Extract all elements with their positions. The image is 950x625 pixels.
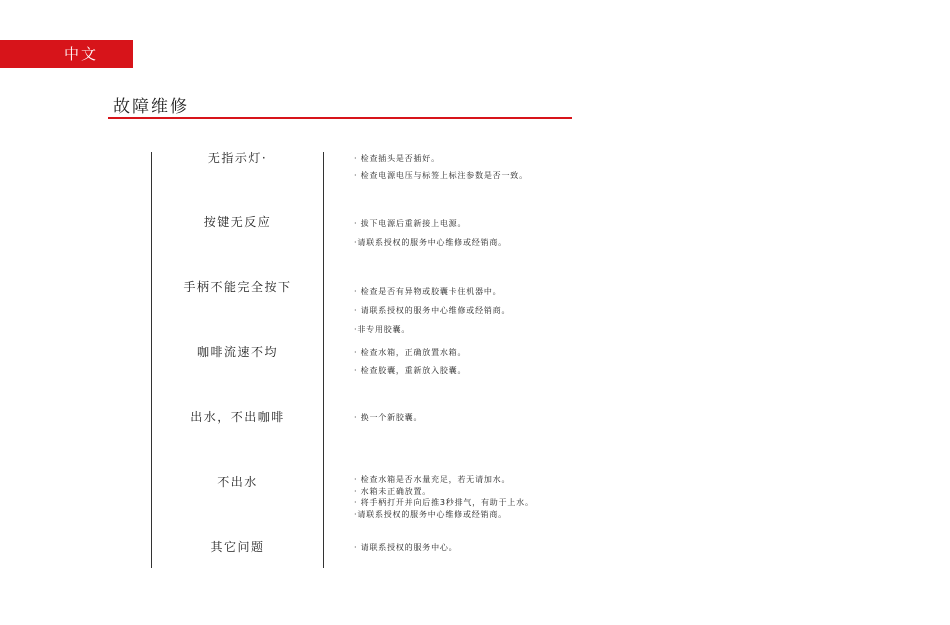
solution-item: · 拔下电源后重新接上电源。 <box>354 219 467 228</box>
problem-water-no-coffee: 出水，不出咖啡 <box>190 410 285 424</box>
problem-no-indicator-light: 无指示灯· <box>207 151 268 165</box>
title-divider <box>108 117 572 119</box>
solution-item: · 请联系授权的服务中心维修或经销商。 <box>354 306 511 315</box>
solution-item: · 检查是否有异物或胶囊卡住机器中。 <box>354 287 502 296</box>
problem-uneven-coffee-flow: 咖啡流速不均 <box>196 345 278 359</box>
solutions-water-no-coffee <box>354 409 614 426</box>
solution-item: · 将手柄打开并向后推3秒排气，有助于上水。 <box>354 498 534 507</box>
solution-item: · 检查胶囊，重新放入胶囊。 <box>354 366 467 375</box>
solutions-handle-not-fully-down <box>354 282 614 339</box>
solution-item: · 检查水箱，正确放置水箱。 <box>354 348 467 357</box>
problem-handle-not-fully-down: 手柄不能完全按下 <box>183 280 292 294</box>
solution-item: · 检查水箱是否水量充足，若无请加水。 <box>354 475 511 484</box>
solution-item: · 检查电源电压与标签上标注参数是否一致。 <box>354 171 528 180</box>
solution-item: ·非专用胶囊。 <box>354 325 411 334</box>
solutions-no-water <box>354 474 614 520</box>
problem-other-issues: 其它问题 <box>210 540 265 554</box>
problem-no-water: 不出水 <box>217 475 258 489</box>
solution-item: · 水箱未正确放置。 <box>354 486 432 496</box>
solutions-no-indicator-light <box>354 150 614 184</box>
solution-item: · 请联系授权的服务中心。 <box>354 543 458 552</box>
solutions-uneven-coffee-flow <box>354 344 614 380</box>
language-tab[interactable]: 中文 <box>0 40 133 68</box>
solution-item: · 换一个新胶囊。 <box>354 413 423 422</box>
solution-item: ·请联系授权的服务中心维修或经销商。 <box>354 238 507 247</box>
page-title: 故障维修 <box>113 97 189 117</box>
solutions-other-issues <box>354 539 614 556</box>
problem-buttons-unresponsive: 按键无反应 <box>203 215 272 229</box>
solutions-buttons-unresponsive <box>354 214 614 252</box>
solution-item: · 检查插头是否插好。 <box>354 154 440 163</box>
solution-item: ·请联系授权的服务中心维修或经销商。 <box>354 509 507 519</box>
table-column-divider <box>323 152 324 568</box>
